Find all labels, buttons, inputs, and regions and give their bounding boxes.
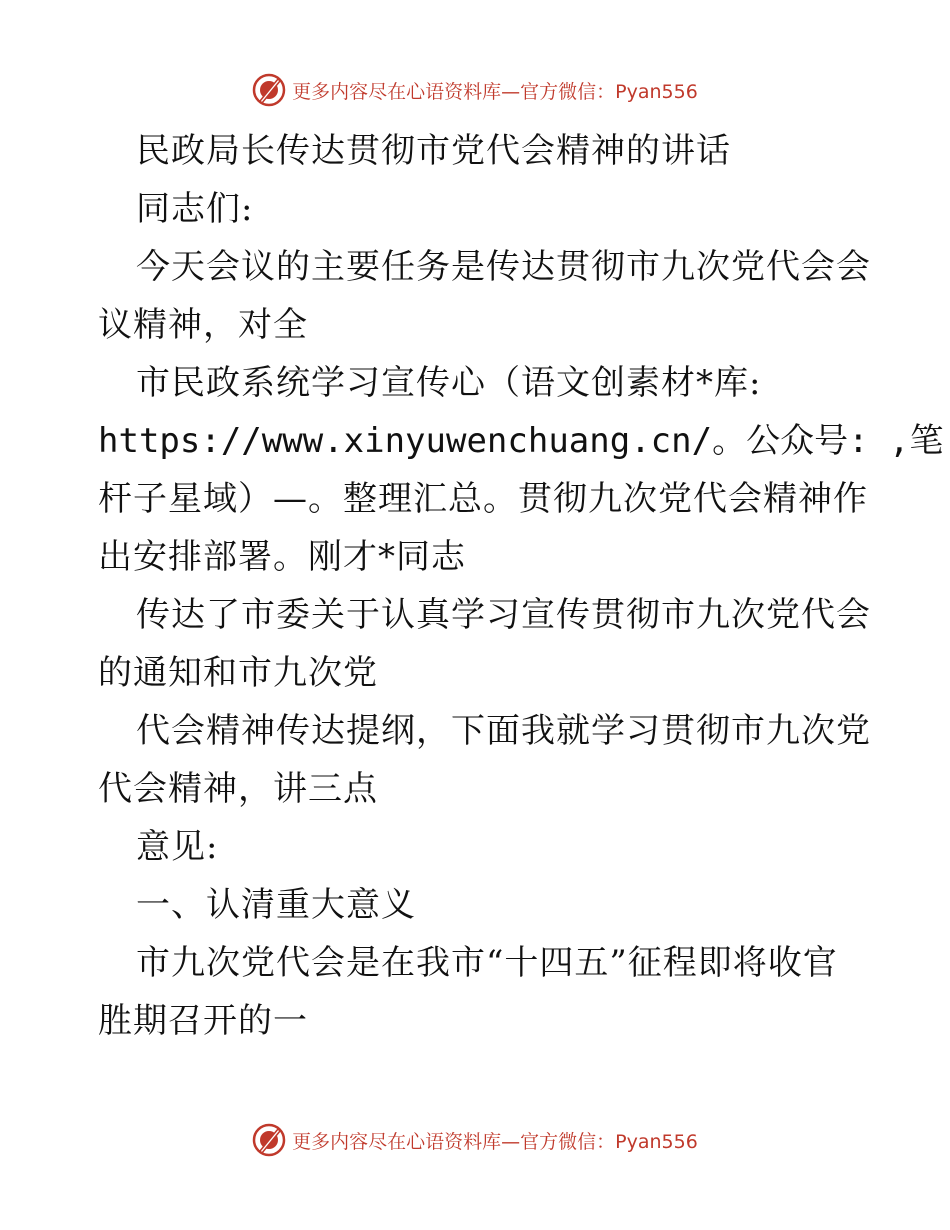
paragraph-line: 传达了市委关于认真学习宣传贯彻市九次党代会 [136,595,871,635]
salutation: 同志们: [136,189,254,229]
footer-banner-content [252,1123,698,1157]
paragraph-line: 今天会议的主要任务是传达贯彻市九次党代会会 [136,247,871,287]
paragraph-line: 市九次党代会是在我市“十四五”征程即将收官 [136,943,838,983]
paragraph-line: 议精神，对全 [98,305,308,345]
paragraph-line: 的通知和市九次党 [98,653,378,693]
header-banner-text: 更多内容尽在心语资料库—官方微信：Pyan556 [292,80,698,103]
footer-banner [0,1120,950,1160]
paragraph-line-url: https://www.xinyuwenchuang.cn/。公众号: ,笔 [98,421,944,461]
header-banner-content [252,73,698,107]
paragraph-line: 代会精神传达提纲，下面我就学习贯彻市九次党 [136,711,871,751]
paragraph-line: 杆子星域）—。整理汇总。贯彻九次党代会精神作 [98,479,868,519]
paragraph-line: 意见: [136,827,219,867]
header-banner [0,70,950,110]
paragraph-line: 出安排部署。刚才*同志 [98,537,466,577]
paragraph-line: 代会精神，讲三点 [98,769,378,809]
document-title: 民政局长传达贯彻市党代会精神的讲话 [136,131,731,171]
section-heading: 一、认清重大意义 [136,885,416,925]
paragraph-line: 胜期召开的一 [98,1001,308,1041]
footer-banner-text: 更多内容尽在心语资料库—官方微信：Pyan556 [292,1130,698,1153]
paragraph-line: 市民政系统学习宣传心（语文创素材*库: [136,363,762,403]
document-body [98,122,944,1050]
quill-seal-icon [252,1123,286,1157]
quill-seal-icon [252,73,286,107]
